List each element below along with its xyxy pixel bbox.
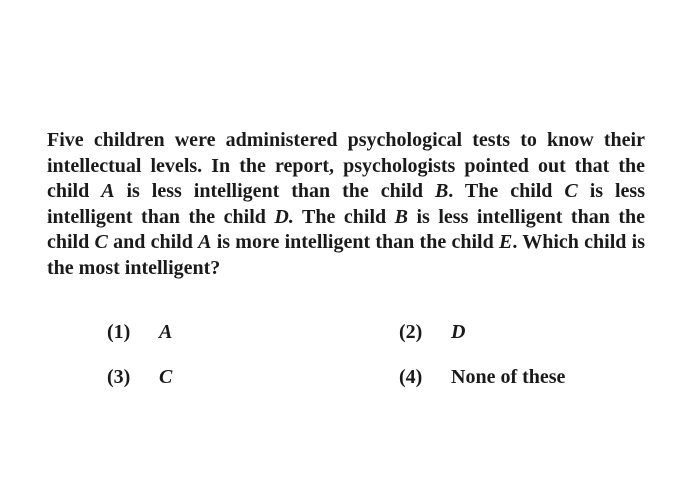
question-seg: is less intelligent than the child [114, 180, 435, 202]
option-text: A [159, 321, 173, 343]
question-seg: A [198, 231, 212, 253]
question-seg: B [434, 180, 449, 202]
option-number: (1) [107, 321, 131, 343]
question-seg: C [564, 180, 578, 202]
question-seg: is more intelligent than the child [211, 231, 499, 253]
question-seg: A [101, 180, 115, 202]
option-text: D [451, 321, 466, 343]
question-seg: E [498, 231, 513, 253]
option-text: None of these [451, 366, 566, 388]
question-seg: . The child [448, 180, 565, 202]
option-1[interactable] [107, 318, 172, 346]
question-seg: C [94, 231, 108, 253]
question-seg: is less intelligent than the child [47, 205, 646, 253]
option-text: C [159, 366, 173, 388]
option-4[interactable] [399, 363, 565, 391]
option-number: (2) [399, 321, 423, 343]
question-seg: is less intelligent than the child [47, 180, 645, 228]
option-2[interactable] [399, 318, 465, 346]
question-seg: Five children were administered psychological tests to know their intellectual levels. In the report, psychologists pointed out that the child [47, 129, 645, 202]
question-text [47, 128, 645, 281]
option-number: (3) [107, 366, 131, 388]
option-number: (4) [399, 366, 423, 388]
question-seg: D. [274, 205, 294, 228]
question-seg: . Which child is the most intelligent? [47, 231, 645, 279]
question-seg: The child [293, 205, 395, 228]
question-seg: B [394, 205, 408, 228]
question-seg: and child [107, 231, 199, 253]
option-3[interactable] [107, 363, 172, 391]
